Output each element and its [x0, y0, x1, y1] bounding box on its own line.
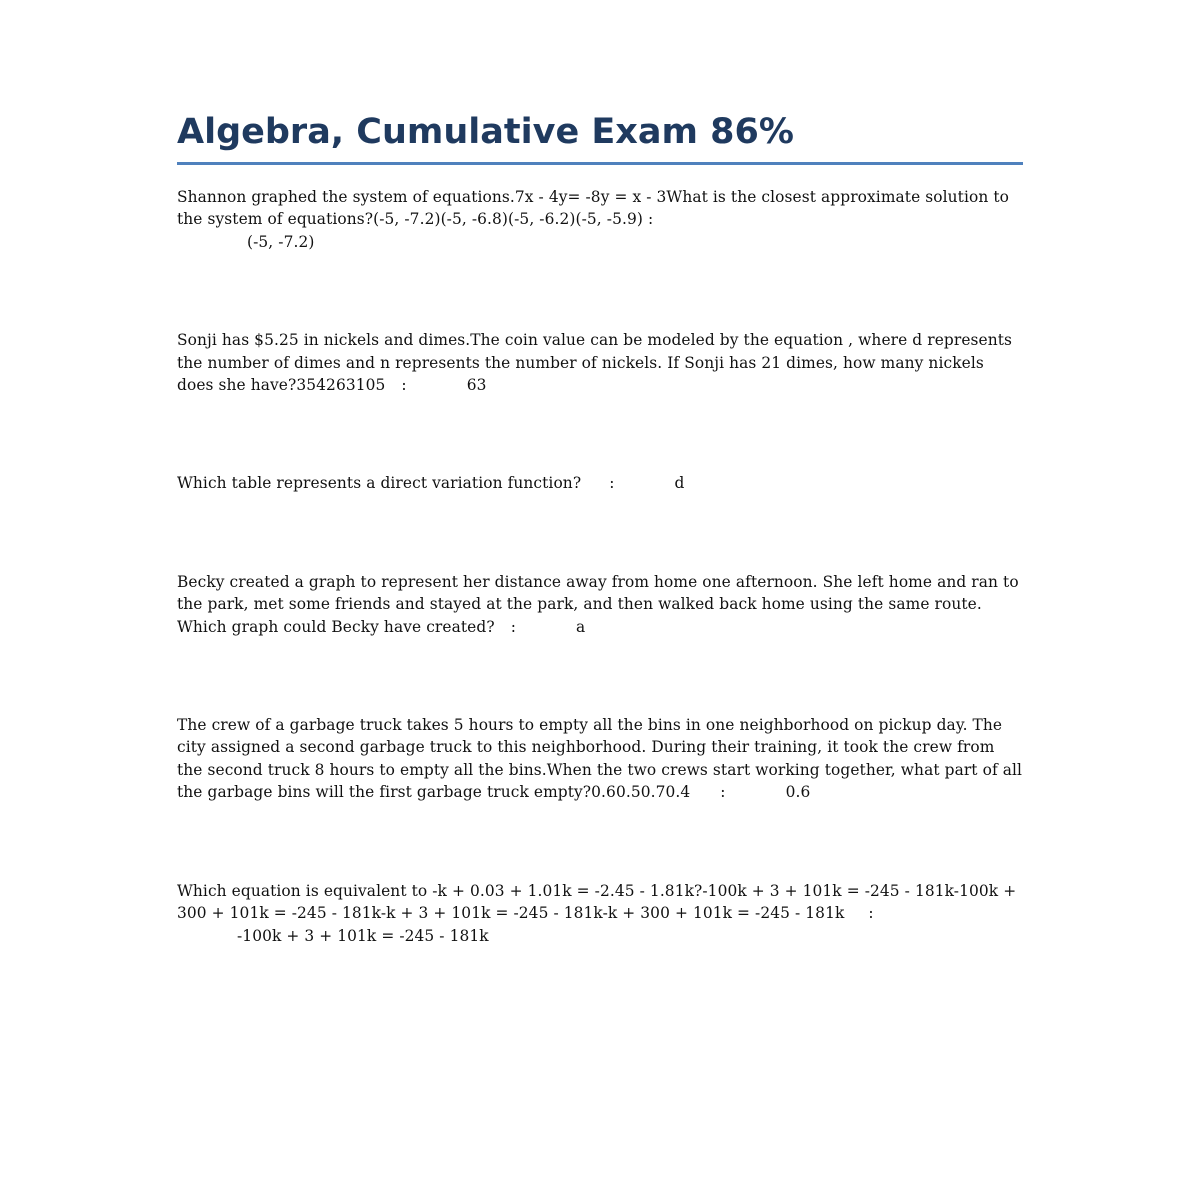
question-text: Shannon graphed the system of equations.7x - 4y= -8y = x - 3What is the closest approximate solution to the system of equations?(-5, -7.2)(-5, -6.8)(-5, -6.2)(-5, -5.9)	[177, 188, 1009, 229]
document-title: Algebra, Cumulative Exam 86%	[177, 112, 794, 152]
question-item	[177, 571, 1023, 638]
question-text: The crew of a garbage truck takes 5 hours to empty all the bins in one neighborhood on pickup day. The city assigned a second garbage truck to this neighborhood. During their training, it took the crew from the second truck 8 hours to empty all the bins.When the two crews start working together, what part of all the garbage bins will the first garbage truck empty?0.60.50.70.4	[177, 716, 1023, 802]
question-item	[177, 714, 1023, 804]
document-page	[177, 108, 1023, 947]
answer-text: (-5, -7.2)	[247, 232, 315, 251]
answer-separator: :	[868, 904, 874, 923]
answer-text: 63	[466, 376, 487, 395]
question-item	[177, 329, 1023, 396]
question-text: Becky created a graph to represent her distance away from home one afternoon. She left home and ran to the park, met some friends and stayed at the park, and then walked back home using the same route. Which graph could Becky have created?	[177, 572, 1019, 636]
answer-text: a	[575, 617, 586, 636]
title-underline	[177, 162, 1023, 165]
question-item	[177, 472, 1023, 494]
answer-text: d	[674, 474, 685, 493]
question-text: Which equation is equivalent to -k + 0.03 + 1.01k = -2.45 - 1.81k?-100k + 3 + 101k = -245 - 181k-100k + 300 + 101k = -245 - 181k-k + 3 + 101k = -245 - 181k-k + 300 + 101k = -245 - 181k	[177, 881, 1017, 923]
answer-separator: :	[647, 210, 654, 229]
question-item	[177, 880, 1023, 947]
answer-separator: :	[720, 783, 726, 802]
answer-text: 0.6	[785, 783, 811, 802]
question-item	[177, 186, 1023, 253]
question-text: Sonji has $5.25 in nickels and dimes.The coin value can be modeled by the equation , where d represents the number of dimes and n represents the number of nickels. If Sonji has 21 dimes, how many nickels does she have?354263105	[177, 331, 1013, 395]
answer-separator: :	[401, 376, 407, 395]
answer-separator: :	[609, 474, 615, 493]
answer-text: -100k + 3 + 101k = -245 - 181k	[237, 926, 489, 945]
answer-separator: :	[510, 617, 516, 636]
question-list	[177, 186, 1023, 947]
question-text: Which table represents a direct variation function?	[177, 474, 582, 493]
